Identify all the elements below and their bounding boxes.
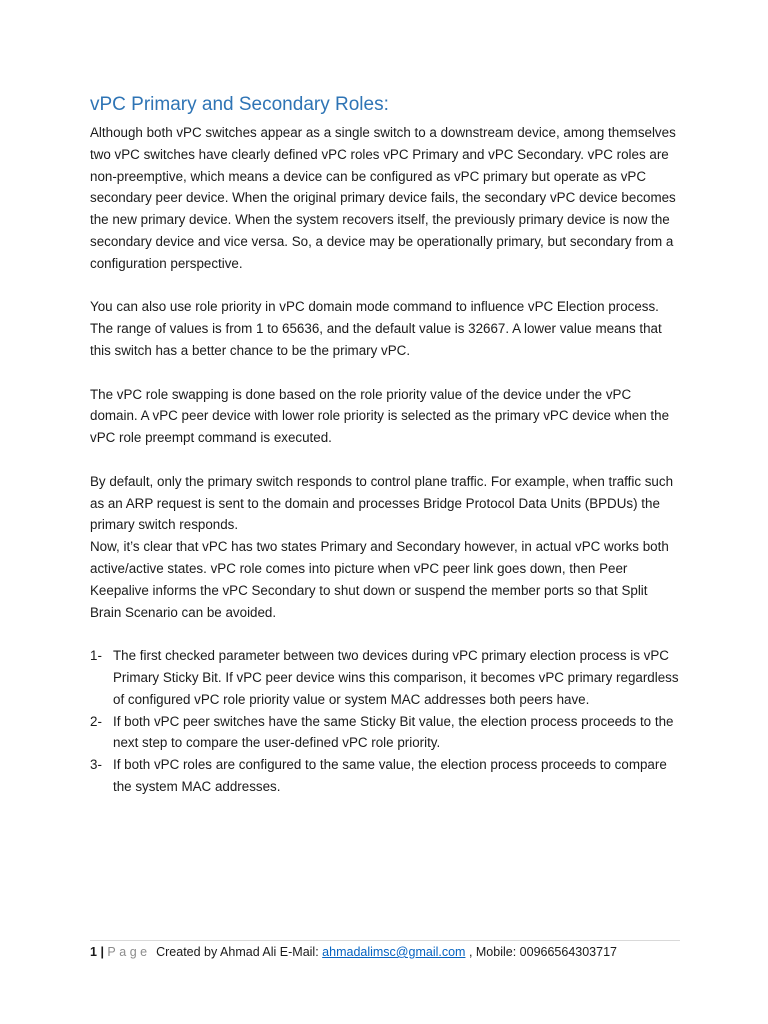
- footer-page-number: 1: [90, 945, 97, 959]
- footer-created-by: Created by Ahmad Ali E-Mail:: [156, 945, 319, 959]
- election-steps-list: [90, 645, 680, 798]
- list-item: [90, 645, 680, 710]
- footer-mobile: , Mobile: 00966564303717: [468, 945, 617, 959]
- list-item-number: 1-: [90, 648, 102, 664]
- list-item: [90, 754, 680, 798]
- list-item-number: 2-: [90, 713, 102, 729]
- paragraph-spacer: [90, 449, 680, 471]
- paragraph-roles-intro: Although both vPC switches appear as a single switch to a downstream device, among themselves two vPC switches have clearly defined vPC roles vPC Primary and vPC Secondary. vPC roles are non-preemptive, which means a device can be configured as vPC primary but operate as vPC secondary peer device. When the original primary device fails, the secondary vPC device becomes the new primary device. When the system recovers itself, the previously primary device is now the secondary device and vice versa. So, a device may be operationally primary, but secondary from a configuration perspective.: [90, 125, 676, 271]
- footer-email-link[interactable]: ahmadalimsc@gmail.com: [322, 945, 466, 959]
- list-item-text: If both vPC peer switches have the same Sticky Bit value, the election process proceeds to the next step to compare the user-defined vPC role priority.: [113, 713, 674, 751]
- footer-page-word: Page: [107, 945, 151, 959]
- document-body: [90, 92, 680, 798]
- paragraph-spacer: [90, 362, 680, 384]
- paragraph-spacer: [90, 275, 680, 297]
- paragraph-states: Now, it’s clear that vPC has two states Primary and Secondary however, in actual vPC works both active/active states. vPC role comes into picture when vPC peer link goes down, then Peer Keepalive informs the vPC Secondary to shut down or suspend the member ports so that Split Brain Scenario can be avoided.: [90, 539, 669, 620]
- list-item-text: If both vPC roles are configured to the same value, the election process proceeds to compare the system MAC addresses.: [113, 757, 667, 794]
- paragraph-role-swapping: The vPC role swapping is done based on the role priority value of the device under the vPC domain. A vPC peer device with lower role priority is selected as the primary vPC device when the vPC role preempt command is executed.: [90, 386, 670, 446]
- paragraph-role-priority: You can also use role priority in vPC domain mode command to influence vPC Election process. The range of values is from 1 to 65636, and the default value is 32667. A lower value means that this switch has a better chance to be the primary vPC.: [90, 299, 662, 358]
- paragraph-spacer: [90, 623, 680, 645]
- section-heading: vPC Primary and Secondary Roles:: [90, 94, 389, 115]
- list-item-number: 3-: [90, 757, 102, 773]
- list-item-text: The first checked parameter between two devices during vPC primary election process is vPC Primary Sticky Bit. If vPC peer device wins this comparison, it becomes vPC primary regardless of configured vPC role priority value or system MAC addresses both peers have.: [113, 648, 679, 707]
- paragraph-control-plane: By default, only the primary switch responds to control plane traffic. For example, when traffic such as an ARP request is sent to the domain and processes Bridge Protocol Data Units (BPDUs) the primary switch responds.: [90, 473, 674, 533]
- list-item: [90, 711, 680, 755]
- footer-separator: |: [100, 945, 104, 959]
- page-footer: [90, 940, 680, 961]
